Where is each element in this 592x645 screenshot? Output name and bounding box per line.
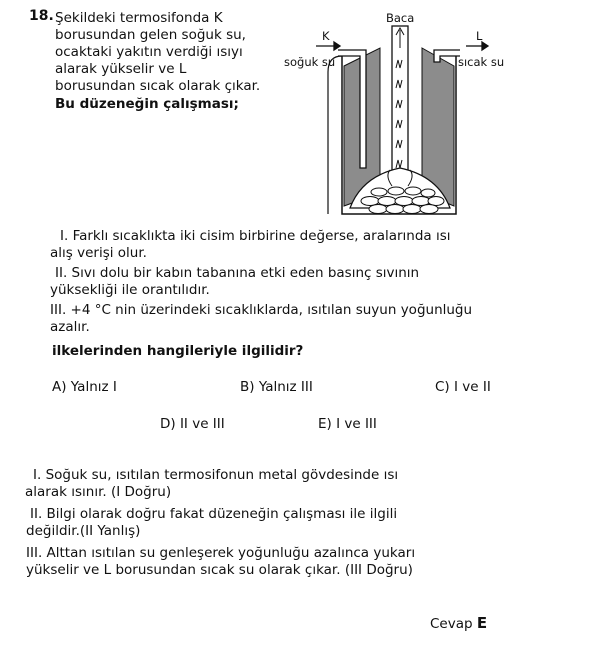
inlet-label: soğuk su [284, 55, 336, 69]
stem-line: Şekildeki termosifonda K [55, 10, 223, 26]
option-a[interactable]: A) Yalnız I [52, 379, 117, 395]
inlet-letter: K [322, 29, 330, 43]
option-b[interactable]: B) Yalnız III [240, 379, 313, 395]
chimney-label: Baca [386, 11, 415, 25]
stem-line: borusundan sıcak olarak çıkar. [55, 78, 261, 94]
statement-1 [50, 228, 451, 262]
statement-line: alış verişi olur. [50, 245, 147, 261]
statement-2 [50, 265, 420, 299]
explanation-2 [26, 506, 398, 540]
statement-line: yüksekliği ile orantılıdır. [50, 282, 210, 298]
explanation-line: I. Soğuk su, ısıtılan termosifonun metal gövdesinde ısı [33, 467, 399, 483]
statement-line: I. Farklı sıcaklıkta iki cisim birbirine değerse, aralarında ısı [60, 228, 451, 244]
stem-line: borusundan gelen soğuk su, [55, 27, 246, 43]
question-stem [55, 10, 260, 95]
option-e[interactable]: E) I ve III [318, 416, 377, 432]
explanation-line: III. Alttan ısıtılan su genleşerek yoğunluğu azalınca yukarı [26, 545, 416, 561]
question-prompt: ilkelerinden hangileriyle ilgilidir? [52, 343, 304, 359]
explanation-1 [25, 467, 399, 501]
explanation-line: alarak ısınır. (I Doğru) [25, 484, 172, 500]
stem-line: alarak yükselir ve L [55, 61, 187, 77]
explanation-line: II. Bilgi olarak doğru fakat düzeneğin çalışması ile ilgili [30, 506, 398, 522]
explanation-line: yükselir ve L borusundan sıcak su olarak çıkar. (III Doğru) [26, 562, 413, 578]
outlet-label: sıcak su [458, 55, 505, 69]
statement-3 [50, 302, 472, 336]
answer [430, 615, 487, 633]
outlet-letter: L [476, 29, 483, 43]
statement-line: azalır. [50, 319, 90, 335]
thermosiphon-diagram [280, 8, 520, 223]
explanation-3 [26, 545, 415, 579]
question-number: 18. [29, 8, 54, 24]
answer-prefix: Cevap [430, 616, 477, 632]
statement-line: II. Sıvı dolu bir kabın tabanına etki eden basınç sıvının [55, 265, 420, 281]
explanation-line: değildir.(II Yanlış) [26, 523, 141, 539]
stem-line: ocaktaki yakıtın verdiği ısıyı [55, 44, 243, 60]
stem-question: Bu düzeneğin çalışması; [55, 96, 239, 112]
answer-letter: E [476, 614, 488, 632]
statement-line: III. +4 °C nin üzerindeki sıcaklıklarda, ısıtılan suyun yoğunluğu [50, 302, 473, 318]
option-c[interactable]: C) I ve II [435, 379, 491, 395]
option-d[interactable]: D) II ve III [160, 416, 225, 432]
